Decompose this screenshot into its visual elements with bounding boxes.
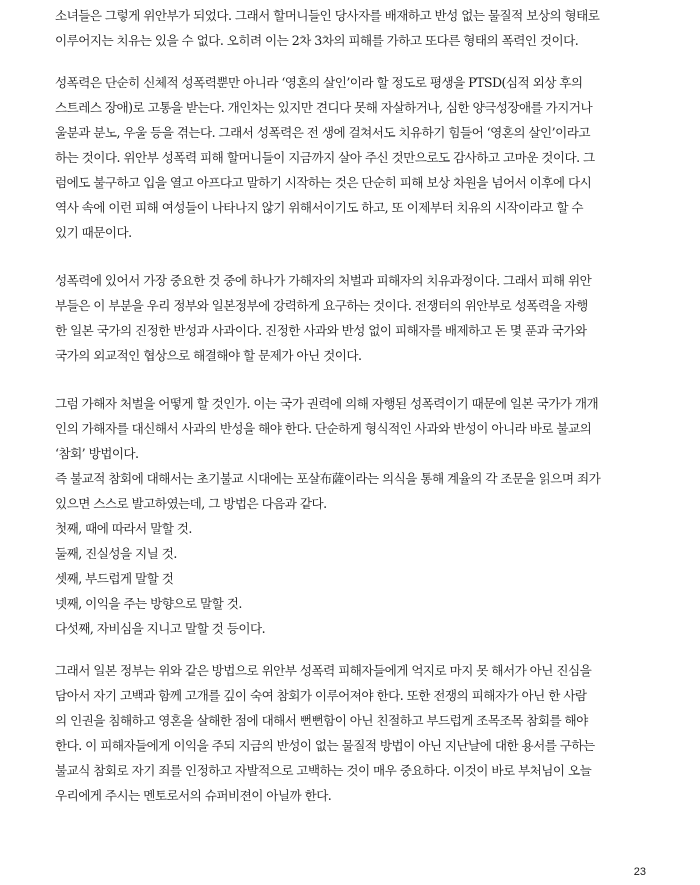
page-number: 23 — [633, 866, 646, 878]
text-line: 울분과 분노, 우울 등을 겪는다. 그래서 성폭력은 전 생에 걸쳐서도 치유하기 힘들어 ‘영혼의 살인’이라고 — [55, 125, 590, 140]
paragraph — [55, 658, 647, 808]
text-line: 하는 것이다. 위안부 성폭력 피해 할머니들이 지금까지 살아 주신 것만으로도 감사하고 고마운 것이다. 그 — [55, 150, 595, 165]
text-line: 성폭력은 단순히 신체적 성폭력뿐만 아니라 ‘영혼의 살인’이라 할 정도로 평생을 PTSD(심적 외상 후의 — [55, 75, 583, 90]
text-line: 스트레스 장애)로 고통을 받는다. 개인차는 있지만 견디다 못해 자살하거나, 심한 양극성장애를 가지거나 — [55, 100, 593, 115]
paragraph — [55, 268, 647, 368]
text-line: 한다. 이 피해자들에게 이익을 주되 지금의 반성이 없는 물질적 방법이 아닌 지난날에 대한 용서를 구하는 — [55, 738, 595, 753]
text-line: 있기 때문이다. — [55, 225, 132, 240]
text-line: 담아서 자기 고백과 함께 고개를 깊이 숙여 참회가 이루어져야 한다. 또한 전쟁의 피해자가 아닌 한 사람 — [55, 688, 587, 703]
paragraph — [55, 391, 647, 641]
text-line: 국가의 외교적인 협상으로 해결해야 할 문제가 아닌 것이다. — [55, 348, 362, 363]
text-line: ‘참회’ 방법이다. — [55, 446, 139, 461]
paragraph — [55, 3, 647, 53]
text-line: 부들은 이 부분을 우리 정부와 일본정부에 강력하게 요구하는 것이다. 전쟁터의 위안부로 성폭력을 자행 — [55, 298, 588, 313]
list-item: 둘째, 진실성을 지닐 것. — [55, 546, 177, 561]
text-line: 즉 불교적 참회에 대해서는 초기불교 시대에는 포살布薩이라는 의식을 통해 계율의 각 조문을 읽으며 죄가 — [55, 471, 601, 486]
list-item: 넷째, 이익을 주는 방향으로 말할 것. — [55, 596, 242, 611]
text-line: 성폭력에 있어서 가장 중요한 것 중에 하나가 가해자의 처벌과 피해자의 치유과정이다. 그래서 피해 위안 — [55, 273, 592, 288]
text-line: 의 인권을 침해하고 영혼을 살해한 점에 대해서 뻔뻔함이 아닌 친절하고 부드럽게 조목조목 참회를 해야 — [55, 713, 588, 728]
text-line: 역사 속에 이런 피해 여성들이 나타나지 않기 위해서이기도 하고, 또 이제부터 치유의 시작이라고 할 수 — [55, 200, 584, 215]
text-line: 불교식 참회로 자기 죄를 인정하고 자발적으로 고백하는 것이 매우 중요하다. 이것이 바로 부처님이 오늘 — [55, 763, 592, 778]
list-item: 첫째, 때에 따라서 말할 것. — [55, 521, 192, 536]
list-item: 다섯째, 자비심을 지니고 말할 것 등이다. — [55, 621, 266, 636]
text-line: 이루어지는 치유는 있을 수 없다. 오히려 이는 2차 3차의 피해를 가하고 또다른 형태의 폭력인 것이다. — [55, 33, 579, 48]
paragraph — [55, 70, 647, 245]
text-line: 인의 가해자를 대신해서 사과의 반성을 해야 한다. 단순하게 형식적인 사과와 반성이 아니라 바로 불교의 — [55, 421, 592, 436]
text-line: 그럼 가해자 처벌을 어떻게 할 것인가. 이는 국가 권력에 의해 자행된 성폭력이기 때문에 일본 국가가 개개 — [55, 396, 599, 411]
text-line: 있으면 스스로 발고하였는데, 그 방법은 다음과 같다. — [55, 496, 327, 511]
text-line: 한 일본 국가의 진정한 반성과 사과이다. 진정한 사과와 반성 없이 피해자를 배제하고 돈 몇 푼과 국가와 — [55, 323, 587, 338]
list-item: 셋째, 부드럽게 말할 것 — [55, 571, 174, 586]
text-line: 우리에게 주시는 멘토로서의 슈퍼비젼이 아닐까 한다. — [55, 788, 332, 803]
text-line: 그래서 일본 정부는 위와 같은 방법으로 위안부 성폭력 피해자들에게 억지로 마지 못 해서가 아닌 진심을 — [55, 663, 592, 678]
text-line: 럼에도 불구하고 입을 열고 아프다고 말하기 시작하는 것은 단순히 피해 보상 차원을 넘어서 이후에 다시 — [55, 175, 592, 190]
text-line: 소녀들은 그렇게 위안부가 되었다. 그래서 할머니들인 당사자를 배재하고 반성 없는 물질적 보상의 형태로 — [55, 8, 600, 23]
